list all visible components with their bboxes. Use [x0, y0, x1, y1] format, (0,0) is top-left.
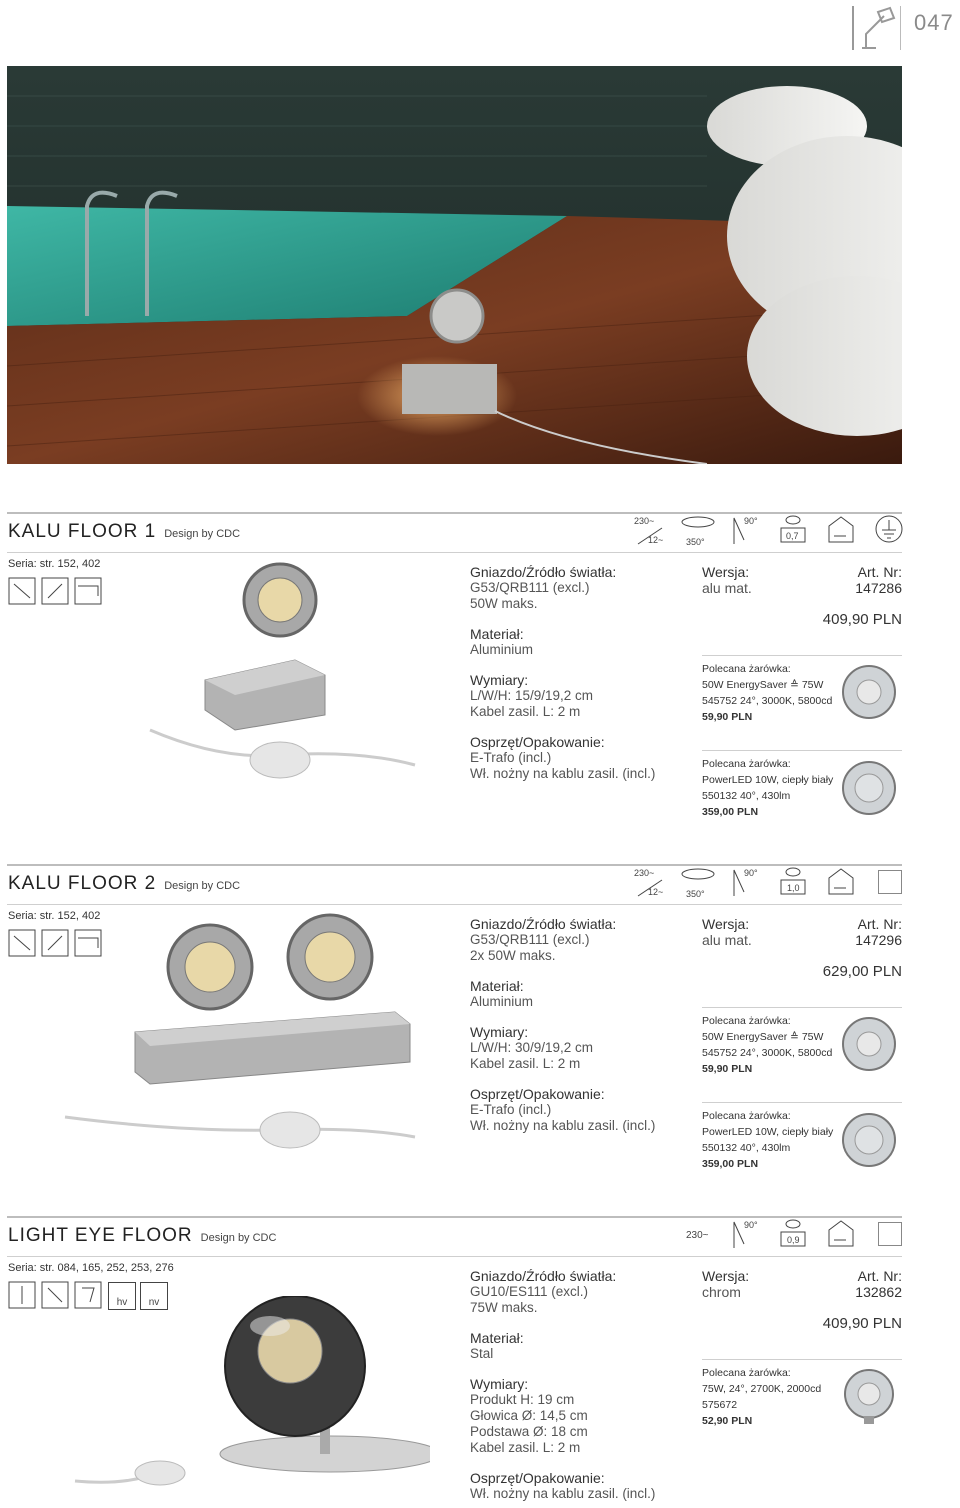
section-divider [7, 1216, 902, 1218]
material-label: Materiał: [470, 1330, 524, 1346]
rec-line1: PowerLED 10W, ciepły biały [702, 1126, 834, 1138]
recommended-bulb [702, 661, 832, 725]
product-price: 409,90 PLN [822, 611, 902, 628]
series-reference: Seria: str. 152, 402 [8, 558, 101, 570]
price-divider [702, 1359, 902, 1360]
rotation-icon [680, 866, 716, 882]
rec-line2: 545752 24°, 3000K, 5800cd [702, 1047, 833, 1059]
rec-label: Polecana żarówka: [702, 1110, 791, 1122]
rec-price: 52,90 PLN [702, 1415, 753, 1427]
indoor-use-icon [826, 1218, 856, 1248]
price-divider [702, 655, 902, 656]
indoor-use-icon [826, 514, 856, 544]
rec-line1: 50W EnergySaver ≙ 75W [702, 679, 824, 691]
rotation-degrees: 350° [686, 537, 705, 547]
dimensions-label: Wymiary: [470, 1376, 529, 1392]
rec-line1: 75W, 24°, 2700K, 2000cd [702, 1383, 822, 1395]
accessories-label: Osprzęt/Opakowanie: [470, 1086, 605, 1102]
material-value: Aluminium [470, 994, 534, 1009]
material-value: Aluminium [470, 642, 534, 657]
ground-class-icon [874, 514, 904, 544]
socket-max: 2x 50W maks. [470, 948, 556, 963]
rec-divider [702, 750, 902, 751]
product-price: 409,90 PLN [822, 1315, 902, 1332]
section-subdivider [7, 552, 902, 553]
bulb-photo [836, 1110, 902, 1172]
socket-max: 75W maks. [470, 1300, 538, 1315]
voltage-12: 12~ [648, 535, 664, 545]
section-divider [7, 512, 902, 514]
rec-label: Polecana żarówka: [702, 758, 791, 770]
product-title [8, 873, 240, 895]
version-block [702, 916, 752, 948]
dimensions-line: Produkt H: 19 cm [470, 1392, 575, 1407]
product-name: LIGHT EYE FLOOR [8, 1225, 193, 1246]
version-label: Wersja: [702, 916, 750, 932]
weight-value: 0,7 [786, 531, 799, 541]
dimensions-line: Kabel zasil. L: 2 m [470, 704, 581, 719]
section-subdivider [7, 1256, 902, 1257]
accessories-line: Wł. nożny na kablu zasil. (incl.) [470, 766, 656, 781]
voltage-12: 12~ [648, 887, 664, 897]
weight-value: 1,0 [787, 883, 800, 893]
socket-value: GU10/ES111 (excl.) [470, 1284, 589, 1299]
series-reference: Seria: str. 152, 402 [8, 910, 101, 922]
hero-photo [7, 66, 902, 464]
header-divider-2 [900, 6, 901, 50]
mount-type-icons [8, 576, 108, 606]
voltage-230: 230~ [686, 1230, 709, 1241]
section-subdivider [7, 904, 902, 905]
nv-icon: nv [140, 1282, 168, 1310]
version-value: alu mat. [702, 932, 752, 948]
accessories-line: Wł. nożny na kablu zasil. (incl.) [470, 1486, 656, 1501]
recommended-bulb [702, 1108, 833, 1172]
rec-price: 59,90 PLN [702, 711, 753, 723]
socket-max: 50W maks. [470, 596, 538, 611]
rec-line2: 550132 40°, 430lm [702, 1142, 791, 1154]
rec-price: 59,90 PLN [702, 1063, 753, 1075]
version-value: alu mat. [702, 580, 752, 596]
rec-price: 359,00 PLN [702, 1158, 759, 1170]
article-number: 132862 [855, 1284, 902, 1300]
section-divider [7, 864, 902, 866]
tilt-degrees: 90° [744, 1220, 758, 1230]
designer-credit: Design by CDC [164, 528, 241, 540]
spec-column [470, 916, 655, 1134]
spec-column [470, 1268, 655, 1502]
version-block [702, 1268, 749, 1300]
rec-divider [702, 1102, 902, 1103]
article-label: Art. Nr: [857, 564, 902, 580]
class-two-icon [878, 870, 902, 894]
rec-line1: PowerLED 10W, ciepły biały [702, 774, 834, 786]
socket-label: Gniazdo/Źródło światła: [470, 916, 617, 932]
article-number: 147296 [855, 932, 902, 948]
material-label: Materiał: [470, 626, 524, 642]
dimensions-line: L/W/H: 15/9/19,2 cm [470, 688, 594, 703]
accessories-label: Osprzęt/Opakowanie: [470, 1470, 605, 1486]
article-block [800, 564, 902, 596]
voltage-230: 230~ [634, 516, 655, 526]
bulb-photo [836, 1366, 902, 1428]
product-title [8, 1225, 276, 1247]
dimensions-line: Kabel zasil. L: 2 m [470, 1056, 581, 1071]
recommended-bulb [702, 756, 833, 820]
bulb-photo [836, 1014, 902, 1076]
desk-lamp-icon [858, 4, 898, 50]
product-photo-kalu-floor-2 [60, 912, 420, 1152]
designer-credit: Design by CDC [164, 880, 241, 892]
accessories-line: E-Trafo (incl.) [470, 750, 552, 765]
class-two-icon [878, 1222, 902, 1246]
weight-value: 0,9 [787, 1235, 800, 1245]
product-photo-kalu-floor-1 [140, 560, 420, 790]
hv-icon: hv [108, 1282, 136, 1310]
designer-credit: Design by CDC [200, 1232, 277, 1244]
article-block [800, 1268, 902, 1300]
version-label: Wersja: [702, 1268, 750, 1284]
dimensions-line: Podstawa Ø: 18 cm [470, 1424, 588, 1439]
bulb-photo [836, 662, 902, 724]
version-label: Wersja: [702, 564, 750, 580]
socket-label: Gniazdo/Źródło światła: [470, 1268, 617, 1284]
rec-label: Polecana żarówka: [702, 663, 791, 675]
article-label: Art. Nr: [857, 916, 902, 932]
material-value: Stal [470, 1346, 494, 1361]
article-block [800, 916, 902, 948]
rec-line2: 550132 40°, 430lm [702, 790, 791, 802]
rotation-icon [680, 514, 716, 530]
bulb-photo [836, 758, 902, 820]
dimensions-line: Głowica Ø: 14,5 cm [470, 1408, 588, 1423]
version-value: chrom [702, 1284, 741, 1300]
header-divider [852, 6, 854, 50]
recommended-bulb [702, 1013, 832, 1077]
spec-column [470, 564, 655, 782]
dimensions-label: Wymiary: [470, 1024, 529, 1040]
dimensions-line: L/W/H: 30/9/19,2 cm [470, 1040, 594, 1055]
recommended-bulb [702, 1365, 821, 1429]
accessories-label: Osprzęt/Opakowanie: [470, 734, 605, 750]
product-name: KALU FLOOR 1 [8, 521, 157, 542]
article-number: 147286 [855, 580, 902, 596]
rec-price: 359,00 PLN [702, 806, 759, 818]
product-name: KALU FLOOR 2 [8, 873, 157, 894]
series-reference: Seria: str. 084, 165, 252, 253, 276 [8, 1262, 174, 1274]
material-label: Materiał: [470, 978, 524, 994]
dimensions-label: Wymiary: [470, 672, 529, 688]
rotation-degrees: 350° [686, 889, 705, 899]
accessories-line: E-Trafo (incl.) [470, 1102, 552, 1117]
product-photo-light-eye-floor [70, 1296, 430, 1501]
rec-line2: 545752 24°, 3000K, 5800cd [702, 695, 833, 707]
product-price: 629,00 PLN [822, 963, 902, 980]
article-label: Art. Nr: [857, 1268, 902, 1284]
price-divider [702, 1007, 902, 1008]
tilt-degrees: 90° [744, 516, 758, 526]
product-title [8, 521, 240, 543]
page-number: 047 [914, 10, 954, 35]
tilt-degrees: 90° [744, 868, 758, 878]
rec-label: Polecana żarówka: [702, 1015, 791, 1027]
socket-value: G53/QRB111 (excl.) [470, 932, 590, 947]
voltage-230: 230~ [634, 868, 655, 878]
version-block [702, 564, 752, 596]
indoor-use-icon [826, 866, 856, 896]
rec-label: Polecana żarówka: [702, 1367, 791, 1379]
accessories-line: Wł. nożny na kablu zasil. (incl.) [470, 1118, 656, 1133]
rec-line1: 50W EnergySaver ≙ 75W [702, 1031, 824, 1043]
rec-line2: 575672 [702, 1399, 738, 1411]
socket-value: G53/QRB111 (excl.) [470, 580, 590, 595]
socket-label: Gniazdo/Źródło światła: [470, 564, 617, 580]
dimensions-line: Kabel zasil. L: 2 m [470, 1440, 581, 1455]
